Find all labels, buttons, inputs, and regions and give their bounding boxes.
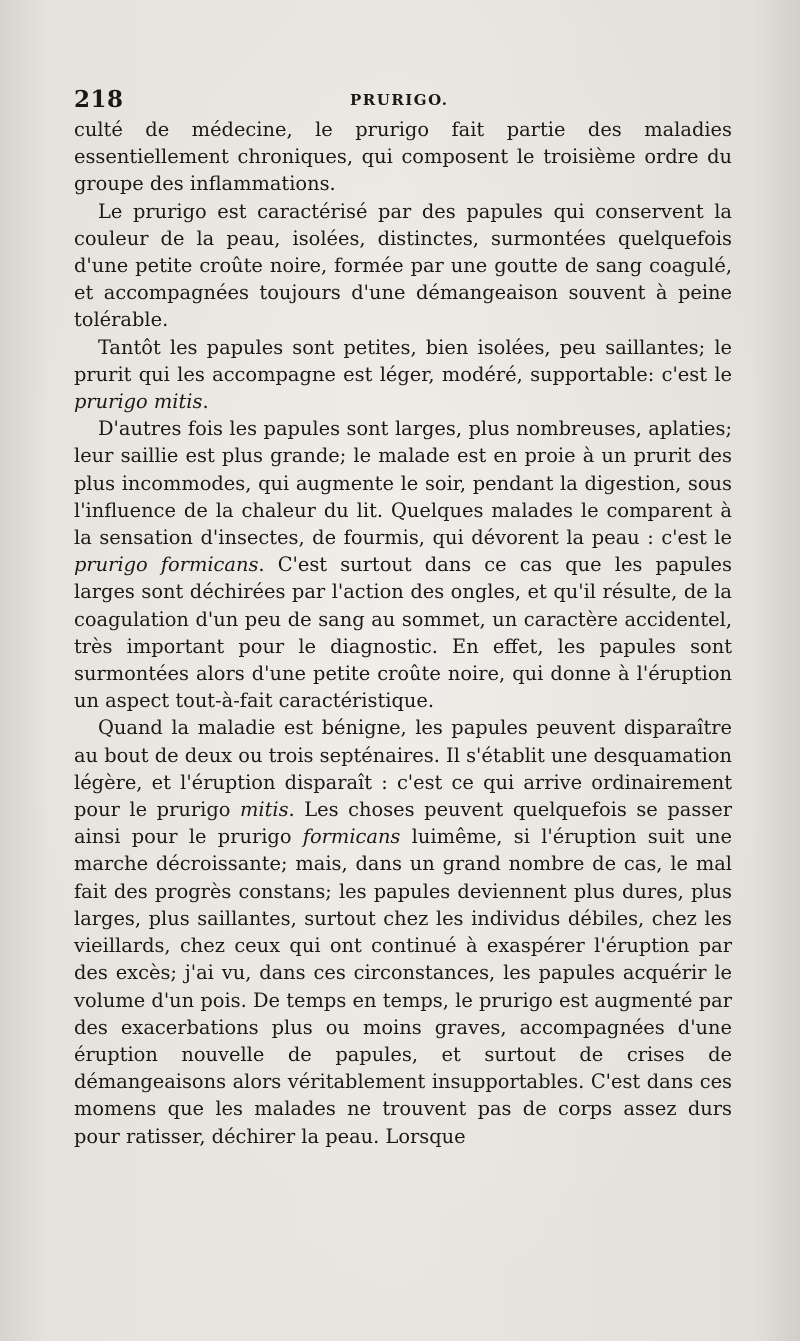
italic-term: prurigo mitis — [74, 390, 203, 414]
italic-term: mitis — [240, 798, 289, 822]
running-title: PRURIGO. — [350, 91, 449, 109]
page-header — [74, 86, 730, 114]
paragraph-5: Quand la maladie est bénigne, les papules peuvent disparaître au bout de deux ou trois septénaires. Il s'établit une desquamation légère, et l'éruption disparaît : c'est ce qui arrive ordinairement pour le prurigo mitis. Les choses peuvent quelquefois se passer ainsi pour le prurigo formicans luimême, si l'éruption suit une marche décroissante; mais, dans un grand nombre de cas, le mal fait des progrès constans; les papules deviennent plus dures, plus larges, plus saillantes, surtout chez les individus débiles, chez les vieillards, chez ceux qui ont continué à exaspérer l'éruption par des excès; j'ai vu, dans ces circonstances, les papules acquérir le volume d'un pois. De temps en temps, le prurigo est augmenté par des exacerbations plus ou moins graves, accompagnées d'une éruption nouvelle de papules, et surtout de crises de démangeaisons alors véritablement insupportables. C'est dans ces momens que les malades ne trouvent pas de corps assez durs pour ratisser, déchirer la peau. Lorsque — [74, 716, 732, 1148]
page-number: 218 — [74, 86, 124, 113]
paragraph-4: D'autres fois les papules sont larges, plus nombreuses, aplaties; leur saillie est plus grande; le malade est en proie à un prurit des plus incommodes, qui augmente le soir, pendant la digestion, sous l'influence de la chaleur du lit. Quelques malades le comparent à la sensation d'insectes, de fourmis, qui dévorent la peau : c'est le prurigo formicans. C'est surtout dans ce cas que les papules larges sont déchirées par l'action des ongles, et qu'il résulte, de la coagulation d'un peu de sang au sommet, un caractère accidentel, très important pour le diagnostic. En effet, les papules sont surmontées alors d'une petite croûte noire, qui donne à l'éruption un aspect tout-à-fait caractéristique. — [74, 417, 732, 713]
paragraph-1: culté de médecine, le prurigo fait partie des maladies essentiellement chroniques, qui composent le troisième ordre du groupe des inflammations. — [74, 118, 732, 196]
body-text — [74, 116, 732, 1150]
italic-term: formicans — [302, 825, 401, 849]
italic-term: prurigo formicans — [74, 553, 259, 577]
paragraph-3: Tantôt les papules sont petites, bien isolées, peu saillantes; le prurit qui les accompagne est léger, modéré, supportable: c'est le prurigo mitis. — [74, 335, 732, 414]
paragraph-2: Le prurigo est caractérisé par des papules qui conservent la couleur de la peau, isolées, distinctes, surmontées quelquefois d'une petite croûte noire, formée par une goutte de sang coagulé, et accompagnées toujours d'une démangeaison souvent à peine tolérable. — [74, 199, 732, 332]
